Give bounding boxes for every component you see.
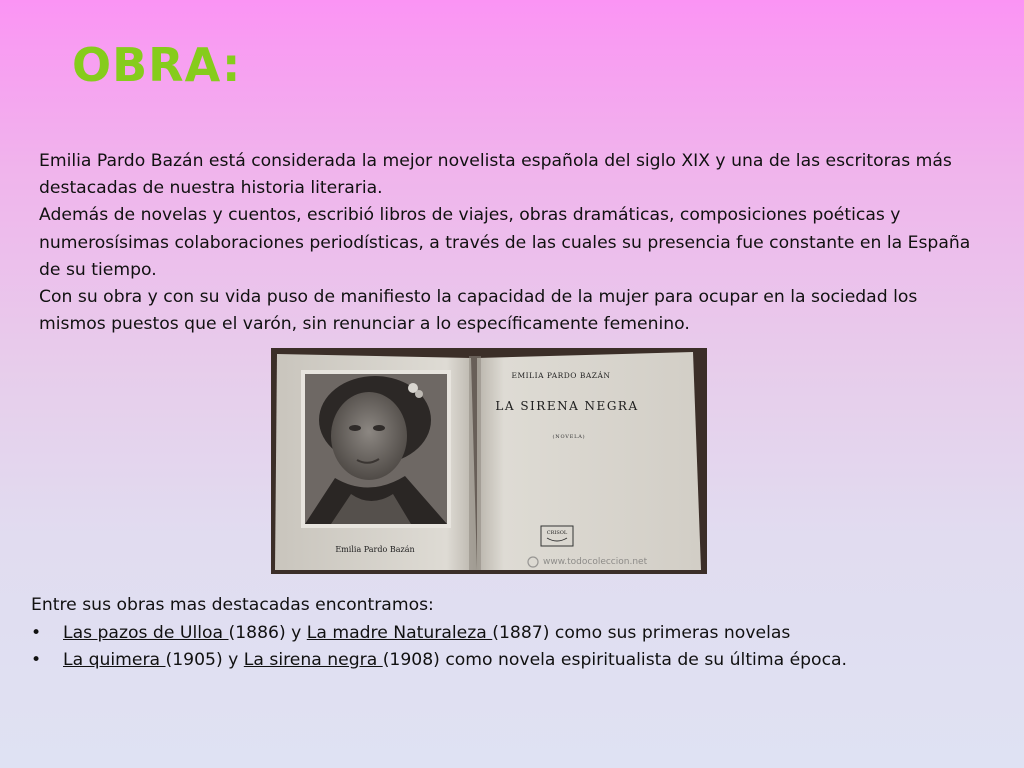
- link-la-quimera[interactable]: La quimera: [63, 650, 166, 670]
- slide-title: OBRA:: [72, 38, 242, 92]
- watermark-text: www.todocoleccion.net: [543, 557, 648, 567]
- intro-paragraph-1: Emilia Pardo Bazán está considerada la mejor novelista española del siglo XIX y una de las escritoras más destacadas de nuestra historia literaria.: [39, 151, 952, 199]
- publisher-name: CRISOL: [546, 530, 568, 536]
- works-text: (1908) como novela espiritualista de su última época.: [382, 650, 848, 670]
- book-photo: [271, 348, 707, 574]
- link-la-madre-naturaleza[interactable]: La madre Naturaleza: [306, 622, 493, 643]
- intro-paragraph-2: Además de novelas y cuentos, escribió libros de viajes, obras dramáticas, composiciones poéticas y numerosísimas colaboraciones periodísticas, a través de las cuales su presencia fue constante en la España de su tiempo.: [39, 205, 971, 280]
- link-los-pazos-de-ulloa[interactable]: Las pazos de Ulloa: [63, 622, 229, 643]
- works-text: (1905) y: [165, 650, 244, 670]
- book-subtitle: (NOVELA): [552, 434, 586, 440]
- right-page: [477, 352, 701, 570]
- bullet-icon: •: [31, 622, 42, 643]
- works-list: [31, 620, 991, 675]
- list-item: [31, 620, 991, 648]
- works-text: (1887) como sus primeras novelas: [492, 622, 791, 643]
- works-intro: Entre sus obras mas destacadas encontramos:: [31, 595, 434, 615]
- bullet-icon: •: [31, 650, 42, 670]
- works-text: (1886) y: [228, 622, 307, 643]
- book-author: EMILIA PARDO BAZÁN: [511, 371, 611, 380]
- watermark-icon: [528, 557, 648, 567]
- portrait-image: [301, 370, 451, 528]
- book-title: LA SIRENA NEGRA: [495, 399, 639, 413]
- link-la-sirena-negra[interactable]: La sirena negra: [243, 650, 383, 670]
- intro-paragraph-3: Con su obra y con su vida puso de manifiesto la capacidad de la mujer para ocupar en la sociedad los mismos puestos que el varón, sin renunciar a lo específicamente femenino.: [39, 287, 918, 335]
- portrait-caption: Emilia Pardo Bazán: [335, 545, 415, 554]
- works-section: [31, 592, 991, 675]
- intro-text: [39, 148, 989, 338]
- list-item: [31, 647, 991, 675]
